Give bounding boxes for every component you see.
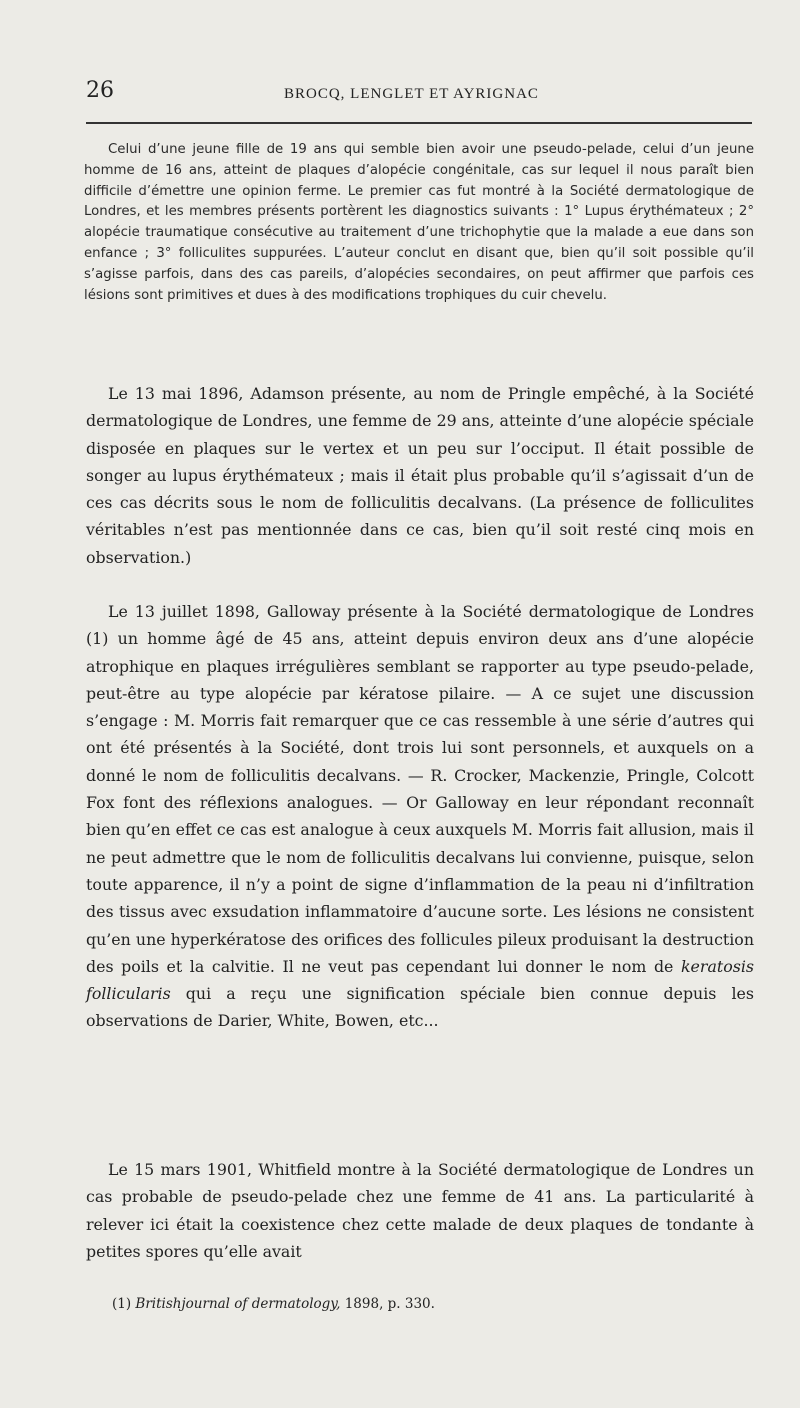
- footnote-citation: 1898, p. 330.: [340, 1296, 435, 1312]
- page-number: 26: [86, 78, 114, 103]
- header-rule: [86, 122, 752, 124]
- paragraph-whitfield: Le 15 mars 1901, Whitfield montre à la Société dermatologique de Londres un cas probable de pseudo-pelade chez une femme de 41 ans. La particularité à relever ici était la coexistence chez cette malade de deux plaques de tondante à petites spores qu’elle avait: [86, 1160, 754, 1261]
- italic-term: keratosis follicularis: [86, 956, 754, 1004]
- footnote: [112, 1296, 752, 1312]
- paragraph-galloway: [86, 598, 754, 1035]
- small-print-paragraph: Celui d’une jeune fille de 19 ans qui semble bien avoir une pseudo-pelade, celui d’un jeune homme de 16 ans, atteint de plaques d’alopécie congénitale, cas sur lequel il nous paraît bien difficile d’émettre une opinion ferme. Le premier cas fut montré à la Société dermatologique de Londres, et les membres présents portèrent les diagnostics suivants : 1° Lupus érythémateux ; 2° alopécie traumatique consécutive au traitement d’une trichophytie que la malade a eue dans son enfance ; 3° folliculites suppurées. L’auteur conclut en disant que, bien qu’il soit possible qu’il s’agisse parfois, dans des cas pareils, d’alopécies secondaires, on peut affirmer que parfois ces lésions sont primitives et dues à des modifications trophiques du cuir chevelu.: [84, 142, 754, 303]
- page-header: [86, 78, 752, 118]
- footnote-marker: (1): [112, 1296, 132, 1312]
- paragraph-adamson: Le 13 mai 1896, Adamson présente, au nom de Pringle empêché, à la Société dermatologique de Londres, une femme de 29 ans, atteinte d’une alopécie spéciale disposée en plaques sur le vertex et un peu sur l’occiput. Il était possible de songer au lupus érythémateux ; mais il était plus probable qu’il s’agissait d’un de ces cas décrits sous le nom de folliculitis decalvans. (La présence de folliculites véritables n’est pas mentionnée dans ce cas, bien qu’il soit resté cinq mois en observation.): [86, 384, 754, 567]
- footnote-journal: Britishjournal of dermatology,: [135, 1296, 341, 1312]
- paragraph-galloway-text: Le 13 juillet 1898, Galloway présente à la Société dermatologique de Londres (1) un homme âgé de 45 ans, atteint depuis environ deux ans d’une alopécie atrophique en plaques irrégulières semblant se rapporter au type pseudo-pelade, peut-être au type alopécie par kératose pilaire. — A ce sujet une discussion s’engage : M. Morris fait remarquer que ce cas ressemble à une série d’autres qui ont été présentés à la Société, dont trois lui sont personnels, et auxquels on a donné le nom de folliculitis decalvans. — R. Crocker, Mackenzie, Pringle, Colcott Fox font des réflexions analogues. — Or Galloway en leur répondant reconnaît bien qu’en effet ce cas est analogue à ceux auxquels M. Morris fait allusion, mais il ne peut admettre que le nom de folliculitis decalvans lui convienne, puisque, selon toute apparence, il n’y a point de signe d’inflammation de la peau ni d’infiltration des tissus avec exsudation inflammatoire d’aucune sorte. Les lésions ne consistent qu’en une hyperkératose des orifices des follicules pileux produisant la destruction des poils et la calvitie. Il ne veut pas cependant lui donner le nom de: [86, 602, 754, 976]
- running-head: BROCQ, LENGLET ET AYRIGNAC: [284, 86, 539, 102]
- paragraph-galloway-text-end: qui a reçu une signification spéciale bien connue depuis les observations de Darier, White, Bowen, etc...: [86, 984, 754, 1031]
